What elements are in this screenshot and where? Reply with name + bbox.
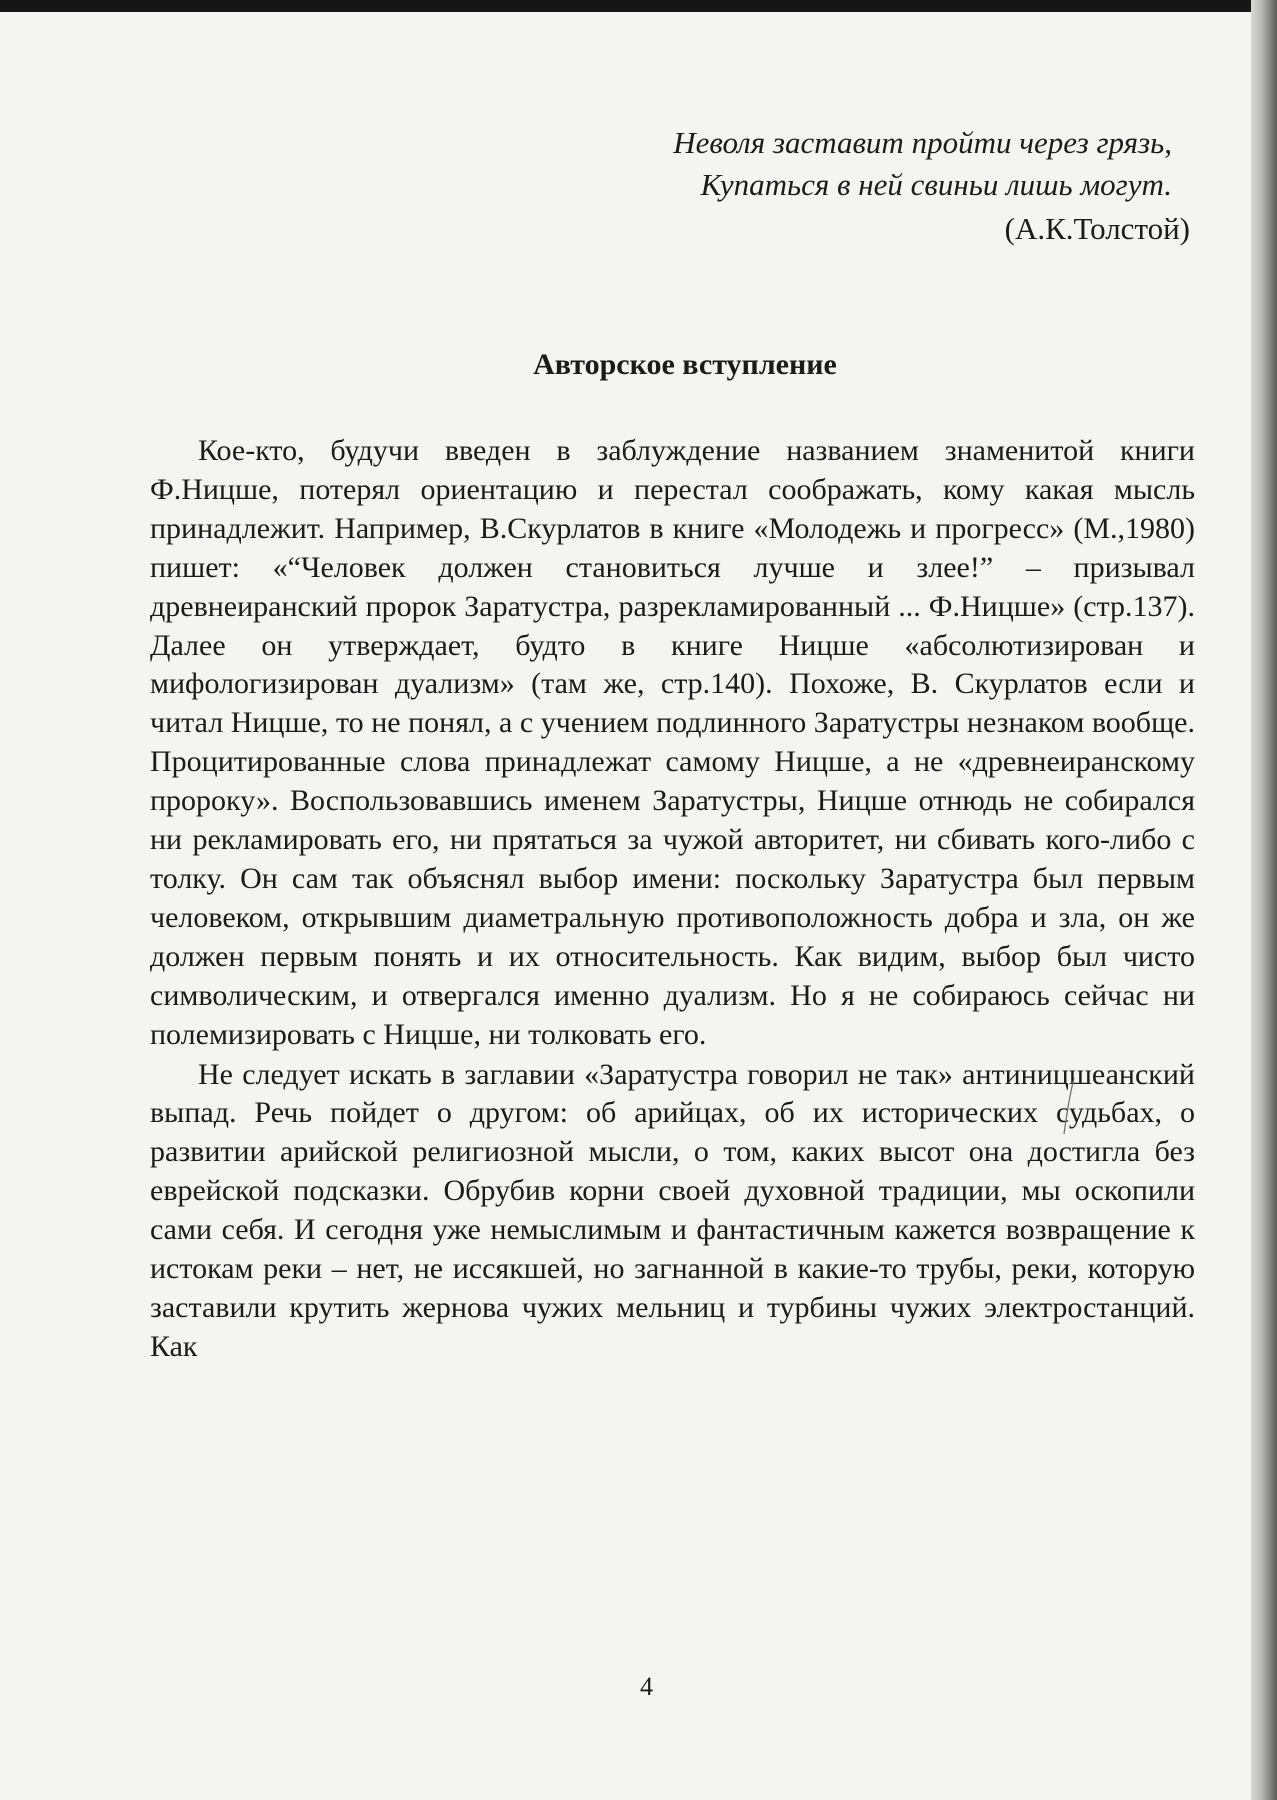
page-number: 4 <box>640 1672 653 1701</box>
epigraph-line-1: Неволя заставит пройти через грязь, <box>673 125 1172 160</box>
epigraph-line-2: Купаться в ней свиньи лишь могут. <box>700 167 1172 202</box>
section-heading: Авторское вступление <box>533 348 837 381</box>
body-text <box>150 432 1195 1367</box>
pen-mark-icon <box>1062 1076 1076 1136</box>
epigraph-author: (А.К.Толстой) <box>1004 211 1190 246</box>
paragraph: Не следует искать в заглавии «Заратустра говорил не так» антиницшеанский выпад. Речь пойдет о другом: об арийцах, об их исторических судьбах, о развитии арийской религиозной мысли, о том, каких высот она достигла без еврейской подсказки. Обрубив корни своей духовной традиции, мы оскопили сами себя. И сегодня уже немыслимым и фантастичным кажется возвращение к истокам реки – нет, не иссякшей, но загнанной в какие-то трубы, реки, которую заставили крутить жернова чужих мельниц и турбины чужих электростанций. Как <box>150 1057 1195 1363</box>
scan-right-edge <box>1251 0 1277 1800</box>
book-page <box>0 12 1252 1800</box>
paragraph: Кое-кто, будучи введен в заблуждение названием знаменитой книги Ф.Ницше, потерял ориентацию и перестал соображать, кому какая мысль принадлежит. Например, В.Скурлатов в книге «Молодежь и прогресс» (М.,1980) пишет: «“Человек должен становиться лучше и злее!” – призывал древнеиранский пророк Заратустра, разрекламированный ... Ф.Ницше» (стр.137). Далее он утверждает, будто в книге Ницше «абсолютизирован и мифологизирован дуализм» (там же, стр.140). Похоже, В. Скурлатов если и читал Ницше, то не понял, а с учением подлинного Заратустры незнаком вообще. Процитированные слова принадлежат самому Ницше, а не «древнеиранскому пророку». Воспользовавшись именем Заратустры, Ницше отнюдь не собирался ни рекламировать его, ни прятаться за чужой авторитет, ни сбивать кого-либо с толку. Он сам так объяснял выбор имени: поскольку Заратустра был первым человеком, открывшим диаметральную противоположность добра и зла, он же должен первым понять и их относительность. Как видим, выбор был чисто символическим, и отвергался именно дуализм. Но я не собираюсь сейчас ни полемизировать с Ницше, ни толковать его. <box>150 434 1195 1051</box>
epigraph <box>673 122 1190 250</box>
